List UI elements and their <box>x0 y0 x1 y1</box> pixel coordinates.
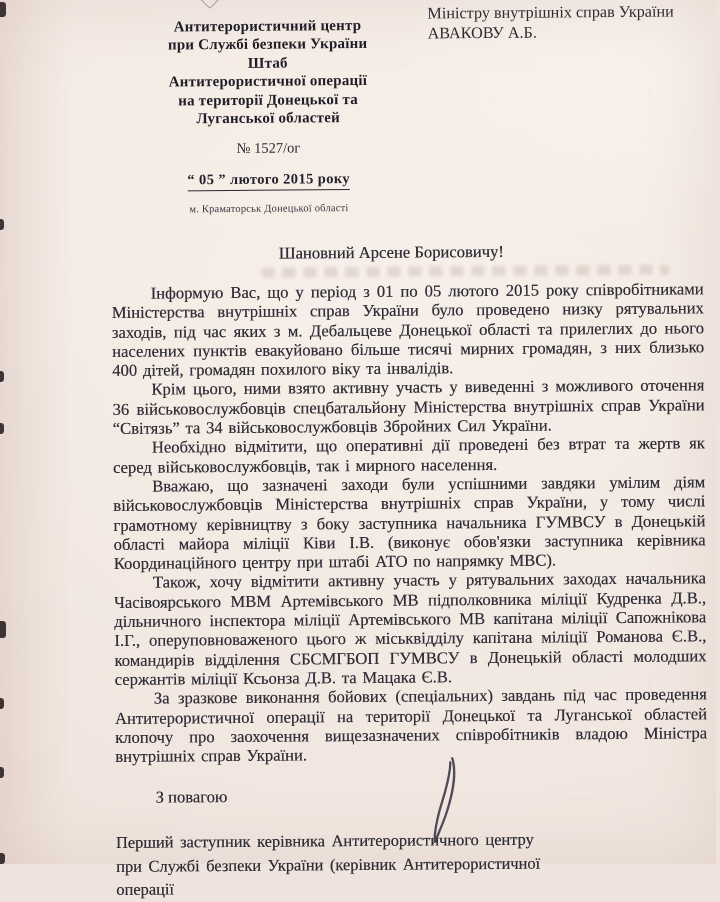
bleed-through-text <box>261 265 669 278</box>
salutation: Шановний Арсене Борисовичу! <box>278 241 504 263</box>
scan-artifact-mark <box>0 767 4 778</box>
scan-artifact-mark <box>0 2 6 17</box>
signer-title-line2: при Службі безпеки України (керівник Антитерористичної операції <box>116 853 541 899</box>
org-line: Антитерористичний центр <box>173 17 362 36</box>
letterhead-org-block <box>109 16 427 216</box>
scan-artifact-mark <box>0 423 4 434</box>
paragraph: Також, хочу відмітити активну участь у рятувальних заходах начальника Часівоярського МВМ Артемівського МВ підполковника міліції Кудренка Д.В., дільничного інспектора міліції Артемівського МВ капітана міліції Сапожнікова І.Г., оперуповноваженого цього ж міськвідділу капітана міліції Романова Є.В., командирів відділення СБСМГБОП ГУМВСУ в Донецькій області молодших сержантів міліції Ксьонза Д.В. та Мацака Є.В. <box>113 568 707 689</box>
signature-block <box>116 827 597 901</box>
paragraph: Крім цього, ними взято активну участь у виведенні з можливого оточення 36 військовослужбовців спецбатальйону Міністерства внутрішніх справ України “Світязь” та 34 військовослужбовців Збройних Сил України. <box>112 375 705 439</box>
letter-body <box>112 279 708 766</box>
org-line: Антитерористичної операції <box>168 73 368 91</box>
paragraph: Необхідно відмітити, що оперативні дії проведені без втрат та жертв як серед військовослужбовців, так і мирного населення. <box>112 433 705 477</box>
handwritten-signature <box>421 755 466 847</box>
org-line: Луганської областей <box>196 110 340 128</box>
recipient-name: АВАКОВУ А.Б. <box>427 23 537 42</box>
org-line: при Службі безпеки України <box>167 36 368 54</box>
letterhead-emblem-icon <box>196 0 223 9</box>
document-number: № 1527/ог <box>236 140 301 158</box>
paragraph: За зразкове виконання бойових (спеціальних) завдань під час проведення Антитерористичної операції на території Донецької та Луганської областей клопочу про заохочення вищезазначених співробітників владою Міністра внутрішніх справ України. <box>114 684 708 767</box>
recipient-block <box>427 2 707 43</box>
scan-artifact-mark <box>0 219 4 230</box>
scan-artifact-mark <box>0 853 5 864</box>
closing-phrase: З повагою <box>155 787 228 807</box>
signer-title-line1: Перший заступник керівника Антитерористичного центру <box>115 829 534 852</box>
scan-artifact-mark <box>0 621 6 638</box>
paragraph: Вважаю, що зазначені заходи були успішними завдяки умілим діям військовослужбовців Міністерства внутрішніх справ України, у тому числі грамотному керівництву з боку заступника начальника ГУМВСУ в Донецькій області майора міліції Ківи І.В. (виконує обов'язки заступника керівника Координаційного центру при штабі АТО по напрямку МВС). <box>113 472 706 574</box>
document-date: “ 05 ” лютого 2015 року <box>187 171 350 191</box>
paragraph: Інформую Вас, що у період з 01 по 05 лютого 2015 року співробітниками Міністерства внутрішніх справ України було проведено низку рятувальних заходів, під час яких з м. Дебальцеве Донецької області та прилеглих до нього населених пунктів евакуйовано більше тисячі мирних громадян, з них близько 400 дітей, громадян похилого віку та інвалідів. <box>111 279 705 381</box>
scan-artifact-mark <box>0 371 4 382</box>
org-line: на території Донецької та <box>178 91 358 110</box>
scan-artifact-mark <box>0 698 4 709</box>
org-line: Штаб <box>247 55 288 72</box>
recipient-title: Міністру внутрішніх справ України <box>427 2 674 23</box>
document-place: м. Краматорськ Донецької області <box>189 203 349 216</box>
